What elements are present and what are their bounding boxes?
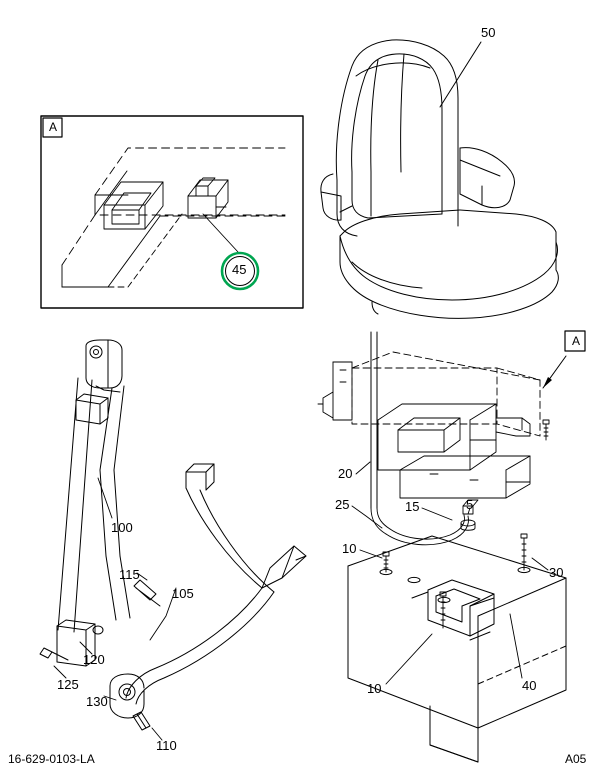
fasteners	[383, 420, 549, 628]
callout-label-20: 20	[338, 466, 353, 481]
pointer-key-label-A: A	[572, 334, 581, 348]
seat-belt-assembly	[40, 340, 306, 730]
callout-label-105: 105	[172, 586, 194, 601]
callout-label-30: 30	[549, 565, 564, 580]
callout-label-50: 50	[481, 25, 496, 40]
callout-label-110: 110	[156, 738, 177, 753]
document-sheet-code: A05	[565, 752, 587, 766]
inset-detail-sketch	[62, 148, 285, 287]
pedestal-base	[348, 536, 566, 762]
callout-label-130: 130	[86, 694, 108, 709]
leader-50	[440, 42, 481, 107]
seat-assembly	[321, 40, 558, 318]
callout-label-115: 115	[119, 567, 140, 582]
inset-frame	[41, 116, 303, 308]
callout-label-120: 120	[83, 652, 105, 667]
callout-label-40: 40	[522, 678, 537, 693]
callout-label-125: 125	[57, 677, 79, 692]
callout-label-15: 15	[405, 499, 420, 514]
callout-label-25: 25	[335, 497, 350, 512]
callout-label-10-upper: 10	[342, 541, 357, 556]
callout-label-100: 100	[111, 520, 133, 535]
document-part-number: 16-629-0103-LA	[8, 752, 95, 766]
callout-label-45: 45	[232, 262, 247, 277]
callout-label-5: 5	[466, 497, 474, 512]
callout-label-10-lower: 10	[367, 681, 382, 696]
inset-key-label-A: A	[49, 120, 58, 134]
seat-frame-assembly	[318, 332, 540, 545]
